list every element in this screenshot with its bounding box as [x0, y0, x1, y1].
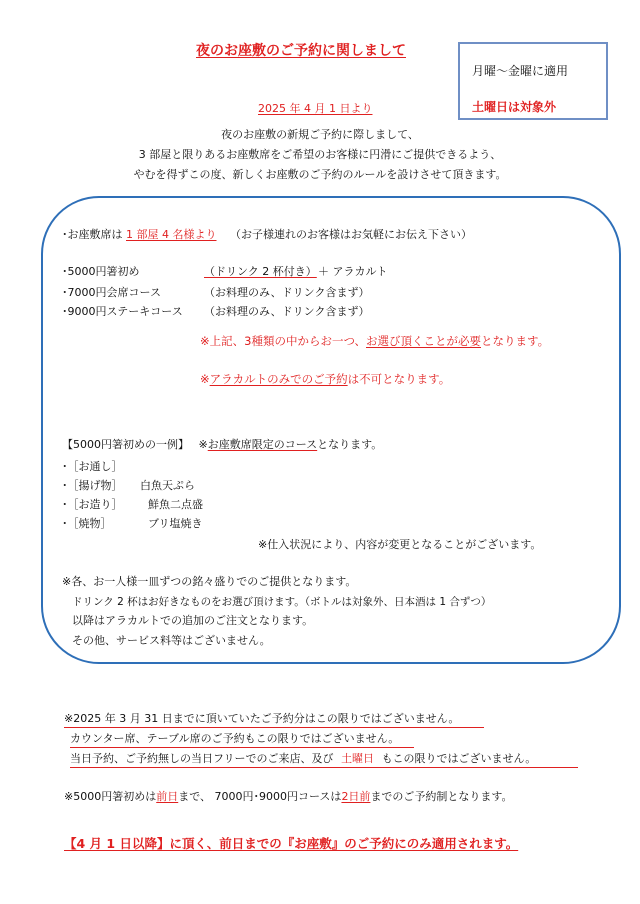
choose-one-note — [200, 334, 549, 348]
saturday-exclusion: 土曜日は対象外 — [472, 100, 557, 114]
footnote-4: その他、サービス料等はございません。 — [72, 634, 271, 647]
alacarte-note — [200, 372, 450, 386]
exception-underline-2 — [70, 747, 414, 748]
intro-line-1: 夜のお座敷の新規ご予約に際しまして、 — [221, 128, 419, 141]
alacarte-note-b: アラカルトのみでのご予約 — [209, 372, 348, 386]
course-5000-name: ･5000円箸初め — [62, 265, 140, 278]
deadline-e: までのご予約制となります。 — [370, 790, 513, 803]
menu-yakimono: ･［焼物］ — [62, 517, 112, 530]
page-title: 夜のお座敷のご予約に関しまして — [196, 43, 406, 59]
weekday-notice-box — [458, 42, 608, 120]
menu-agemono-item: 白魚天ぷら — [140, 479, 195, 492]
deadline-two-days: 2日前 — [341, 790, 371, 803]
capacity-note: （お子様連れのお客様はお気軽にお伝え下さい） — [230, 228, 472, 241]
example-note-a: ※ — [198, 438, 208, 451]
exception-line-1: ※2025 年 3 月 31 日までに頂いていたご予約分はこの限りではございません。 — [64, 712, 460, 725]
course-5000-desc: （ドリンク 2 杯付き） — [204, 265, 317, 278]
stock-note: ※仕入状況により、内容が変更となることがございます。 — [258, 538, 542, 551]
effective-date: 2025 年 4 月 1 日より — [258, 102, 373, 115]
choose-note-a: ※上記、3種類の中からお一つ、 — [200, 334, 366, 348]
menu-agemono: ･［揚げ物］ — [62, 479, 123, 492]
menu-yakimono-item: ブリ塩焼き — [148, 517, 203, 530]
alacarte-note-c: は不可となります。 — [347, 372, 451, 386]
deadline-day-before: 前日 — [156, 790, 179, 803]
exception-line-2: カウンター席、テーブル席のご予約もこの限りではございません。 — [70, 732, 400, 745]
deadline-a: ※5000円箸初めは — [64, 790, 157, 803]
course-9000-desc: （お料理のみ、ドリンク含まず） — [204, 305, 370, 318]
menu-otoshi: ･［お通し］ — [62, 460, 123, 473]
same-day-line — [70, 752, 536, 766]
menu-otsukuri: ･［お造り］ — [62, 498, 123, 511]
course-7000-name: ･7000円会席コース — [62, 286, 161, 299]
same-day-a: 当日予約、ご予約無しの当日フリーでのご来店、及び — [70, 752, 334, 765]
example-heading — [62, 438, 382, 452]
intro-line-2: 3 部屋と限りあるお座敷席をご希望のお客様に円滑にご提供できるよう、 — [138, 148, 502, 161]
capacity-value: 1 部屋 4 名様より — [126, 228, 217, 241]
choose-note-b: お選び頂くことが必要 — [366, 334, 481, 348]
capacity-prefix: ･お座敷席は — [62, 228, 123, 241]
deadline-line — [64, 790, 513, 804]
course-5000-extra: ＋ アラカルト — [318, 265, 388, 278]
example-note-c: となります。 — [317, 438, 383, 451]
footnote-1: ※各、お一人様一皿ずつの銘々盛りでのご提供となります。 — [62, 575, 357, 588]
choose-note-c: となります。 — [481, 334, 550, 348]
capacity-line — [62, 228, 472, 242]
example-title: 【5000円箸初めの一例】 — [62, 438, 189, 451]
footnote-3: 以降はアラカルトでの追加のご注文となります。 — [72, 614, 314, 627]
intro-line-3: やむを得ずこの度、新しくお座敷のご予約のルールを設けさせて頂きます。 — [133, 168, 507, 181]
same-day-c: もこの限りではございません。 — [381, 752, 537, 765]
menu-otsukuri-item: 鮮魚二点盛 — [148, 498, 203, 511]
same-day-saturday: 土曜日 — [341, 752, 375, 765]
final-notice: 【4 月 1 日以降】に頂く、前日までの『お座敷』のご予約にのみ適用されます。 — [64, 836, 519, 851]
footnote-2: ドリンク 2 杯はお好きなものをお選び頂けます。（ボトルは対象外、日本酒は 1 合ずつ） — [72, 596, 492, 608]
exception-underline-1 — [64, 727, 484, 728]
course-7000-desc: （お料理のみ、ドリンク含まず） — [204, 286, 370, 299]
example-note-b: お座敷席限定のコース — [207, 438, 318, 451]
course-9000-name: ･9000円ステーキコース — [62, 305, 183, 318]
same-day-underline — [70, 767, 578, 768]
deadline-c: まで、 7000円･9000円コースは — [178, 790, 342, 803]
alacarte-note-a: ※ — [200, 372, 210, 386]
weekday-notice: 月曜～金曜に適用 — [472, 64, 569, 78]
